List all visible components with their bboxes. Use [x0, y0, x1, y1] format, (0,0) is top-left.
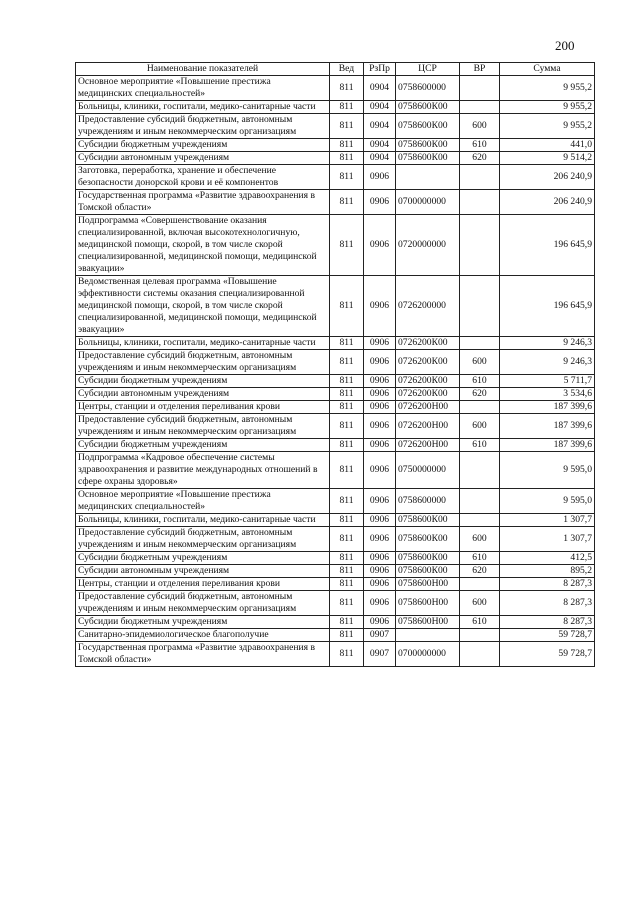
indicator-name: Субсидии бюджетным учреждениям — [76, 439, 330, 452]
vr-code — [460, 190, 500, 215]
vr-code — [460, 276, 500, 337]
amount: 441,0 — [500, 139, 595, 152]
amount: 9 955,2 — [500, 76, 595, 101]
header-csr: ЦСР — [396, 63, 460, 76]
csr-code: 0758600000 — [396, 76, 460, 101]
vr-code: 620 — [460, 152, 500, 165]
csr-code: 0720000000 — [396, 215, 460, 276]
ved-code: 811 — [330, 552, 364, 565]
vr-code: 600 — [460, 414, 500, 439]
csr-code: 0726200Н00 — [396, 401, 460, 414]
rzpr-code: 0907 — [364, 642, 396, 667]
table-row — [76, 401, 595, 414]
header-rzpr: РзПр — [364, 63, 396, 76]
indicator-name: Подпрограмма «Совершенствование оказания специализированной, включая высокотехнологичную, медицинской помощи, скорой, в том числе скорой специализированной, медицинской помощи, медицинской эвакуации» — [76, 215, 330, 276]
rzpr-code: 0906 — [364, 489, 396, 514]
table-row — [76, 578, 595, 591]
ved-code: 811 — [330, 165, 364, 190]
rzpr-code: 0904 — [364, 114, 396, 139]
vr-code — [460, 215, 500, 276]
table-row — [76, 139, 595, 152]
indicator-name: Основное мероприятие «Повышение престижа медицинских специальностей» — [76, 489, 330, 514]
vr-code: 610 — [460, 439, 500, 452]
ved-code: 811 — [330, 152, 364, 165]
indicator-name: Субсидии бюджетным учреждениям — [76, 139, 330, 152]
table-row — [76, 489, 595, 514]
rzpr-code: 0904 — [364, 152, 396, 165]
rzpr-code: 0906 — [364, 276, 396, 337]
vr-code — [460, 401, 500, 414]
table-row — [76, 414, 595, 439]
amount: 196 645,9 — [500, 276, 595, 337]
amount: 59 728,7 — [500, 629, 595, 642]
amount: 187 399,6 — [500, 414, 595, 439]
ved-code: 811 — [330, 388, 364, 401]
table-row — [76, 514, 595, 527]
rzpr-code: 0906 — [364, 565, 396, 578]
amount: 5 711,7 — [500, 375, 595, 388]
rzpr-code: 0906 — [364, 414, 396, 439]
rzpr-code: 0906 — [364, 350, 396, 375]
rzpr-code: 0906 — [364, 578, 396, 591]
ved-code: 811 — [330, 439, 364, 452]
ved-code: 811 — [330, 139, 364, 152]
indicator-name: Субсидии автономным учреждениям — [76, 152, 330, 165]
rzpr-code: 0906 — [364, 452, 396, 489]
indicator-name: Предоставление субсидий бюджетным, автономным учреждениям и иным некоммерческим организациям — [76, 414, 330, 439]
table-header-row — [76, 63, 595, 76]
amount: 9 595,0 — [500, 489, 595, 514]
vr-code: 610 — [460, 552, 500, 565]
table-row — [76, 616, 595, 629]
vr-code: 610 — [460, 616, 500, 629]
table-row — [76, 375, 595, 388]
ved-code: 811 — [330, 375, 364, 388]
vr-code: 600 — [460, 114, 500, 139]
csr-code: 0726200К00 — [396, 375, 460, 388]
csr-code: 0758600К00 — [396, 527, 460, 552]
csr-code: 0726200К00 — [396, 350, 460, 375]
indicator-name: Субсидии бюджетным учреждениям — [76, 552, 330, 565]
rzpr-code: 0904 — [364, 101, 396, 114]
csr-code: 0700000000 — [396, 642, 460, 667]
amount: 3 534,6 — [500, 388, 595, 401]
rzpr-code: 0907 — [364, 629, 396, 642]
table-row — [76, 439, 595, 452]
ved-code: 811 — [330, 642, 364, 667]
indicator-name: Центры, станции и отделения переливания крови — [76, 578, 330, 591]
rzpr-code: 0906 — [364, 375, 396, 388]
csr-code: 0726200Н00 — [396, 439, 460, 452]
table-row — [76, 114, 595, 139]
indicator-name: Субсидии бюджетным учреждениям — [76, 375, 330, 388]
csr-code: 0758600К00 — [396, 565, 460, 578]
ved-code: 811 — [330, 578, 364, 591]
indicator-name: Заготовка, переработка, хранение и обеспечение безопасности донорской крови и её компонентов — [76, 165, 330, 190]
indicator-name: Больницы, клиники, госпитали, медико-санитарные части — [76, 514, 330, 527]
table-body — [76, 76, 595, 667]
indicator-name: Субсидии автономным учреждениям — [76, 565, 330, 578]
rzpr-code: 0906 — [364, 552, 396, 565]
csr-code: 0758600000 — [396, 489, 460, 514]
vr-code: 600 — [460, 350, 500, 375]
csr-code: 0758600К00 — [396, 514, 460, 527]
csr-code: 0758600К00 — [396, 152, 460, 165]
header-sum: Сумма — [500, 63, 595, 76]
table-row — [76, 276, 595, 337]
table-row — [76, 388, 595, 401]
table-row — [76, 629, 595, 642]
rzpr-code: 0906 — [364, 401, 396, 414]
page-number: 200 — [555, 38, 575, 53]
vr-code — [460, 629, 500, 642]
amount: 1 307,7 — [500, 514, 595, 527]
vr-code — [460, 76, 500, 101]
indicator-name: Предоставление субсидий бюджетным, автономным учреждениям и иным некоммерческим организациям — [76, 350, 330, 375]
csr-code: 0758600К00 — [396, 552, 460, 565]
amount: 8 287,3 — [500, 578, 595, 591]
indicator-name: Подпрограмма «Кадровое обеспечение системы здравоохранения и развитие международных отношений в сфере охраны здоровья» — [76, 452, 330, 489]
vr-code: 620 — [460, 565, 500, 578]
rzpr-code: 0904 — [364, 139, 396, 152]
table-row — [76, 215, 595, 276]
csr-code: 0700000000 — [396, 190, 460, 215]
ved-code: 811 — [330, 489, 364, 514]
table-row — [76, 101, 595, 114]
amount: 59 728,7 — [500, 642, 595, 667]
ved-code: 811 — [330, 337, 364, 350]
csr-code: 0758600Н00 — [396, 591, 460, 616]
header-ved: Вед — [330, 63, 364, 76]
amount: 9 514,2 — [500, 152, 595, 165]
rzpr-code: 0906 — [364, 165, 396, 190]
csr-code: 0726200К00 — [396, 388, 460, 401]
table-row — [76, 527, 595, 552]
rzpr-code: 0904 — [364, 76, 396, 101]
indicator-name: Предоставление субсидий бюджетным, автономным учреждениям и иным некоммерческим организациям — [76, 527, 330, 552]
ved-code: 811 — [330, 190, 364, 215]
ved-code: 811 — [330, 401, 364, 414]
rzpr-code: 0906 — [364, 190, 396, 215]
vr-code — [460, 514, 500, 527]
vr-code — [460, 642, 500, 667]
csr-code: 0726200К00 — [396, 337, 460, 350]
table-row — [76, 452, 595, 489]
ved-code: 811 — [330, 101, 364, 114]
vr-code — [460, 578, 500, 591]
rzpr-code: 0906 — [364, 616, 396, 629]
ved-code: 811 — [330, 215, 364, 276]
table-row — [76, 152, 595, 165]
ved-code: 811 — [330, 514, 364, 527]
ved-code: 811 — [330, 414, 364, 439]
csr-code: 0750000000 — [396, 452, 460, 489]
table-row — [76, 591, 595, 616]
amount: 8 287,3 — [500, 616, 595, 629]
csr-code: 0758600К00 — [396, 139, 460, 152]
amount: 9 246,3 — [500, 350, 595, 375]
vr-code: 610 — [460, 139, 500, 152]
indicator-name: Основное мероприятие «Повышение престижа медицинских специальностей» — [76, 76, 330, 101]
vr-code: 610 — [460, 375, 500, 388]
rzpr-code: 0906 — [364, 514, 396, 527]
indicator-name: Государственная программа «Развитие здравоохранения в Томской области» — [76, 642, 330, 667]
csr-code: 0758600К00 — [396, 101, 460, 114]
header-name: Наименование показателей — [76, 63, 330, 76]
header-vr: ВР — [460, 63, 500, 76]
rzpr-code: 0906 — [364, 591, 396, 616]
table-row — [76, 165, 595, 190]
csr-code: 0726200000 — [396, 276, 460, 337]
csr-code: 0726200Н00 — [396, 414, 460, 439]
amount: 412,5 — [500, 552, 595, 565]
indicator-name: Ведомственная целевая программа «Повышение эффективности системы оказания специализированной медицинской помощи, скорой, в том числе скорой специализированной, медицинской помощи, медицинской эвакуации» — [76, 276, 330, 337]
amount: 895,2 — [500, 565, 595, 578]
csr-code: 0758600Н00 — [396, 616, 460, 629]
amount: 206 240,9 — [500, 190, 595, 215]
vr-code — [460, 165, 500, 190]
ved-code: 811 — [330, 629, 364, 642]
ved-code: 811 — [330, 76, 364, 101]
vr-code — [460, 452, 500, 489]
rzpr-code: 0906 — [364, 439, 396, 452]
ved-code: 811 — [330, 276, 364, 337]
indicator-name: Санитарно-эпидемиологическое благополучие — [76, 629, 330, 642]
table-row — [76, 76, 595, 101]
table-row — [76, 565, 595, 578]
ved-code: 811 — [330, 350, 364, 375]
amount: 206 240,9 — [500, 165, 595, 190]
amount: 1 307,7 — [500, 527, 595, 552]
amount: 9 955,2 — [500, 101, 595, 114]
ved-code: 811 — [330, 565, 364, 578]
vr-code: 600 — [460, 591, 500, 616]
csr-code — [396, 165, 460, 190]
amount: 9 595,0 — [500, 452, 595, 489]
indicator-name: Субсидии автономным учреждениям — [76, 388, 330, 401]
ved-code: 811 — [330, 527, 364, 552]
rzpr-code: 0906 — [364, 527, 396, 552]
ved-code: 811 — [330, 452, 364, 489]
indicator-name: Государственная программа «Развитие здравоохранения в Томской области» — [76, 190, 330, 215]
amount: 196 645,9 — [500, 215, 595, 276]
table-row — [76, 337, 595, 350]
csr-code: 0758600К00 — [396, 114, 460, 139]
table-row — [76, 190, 595, 215]
vr-code — [460, 489, 500, 514]
table-row — [76, 552, 595, 565]
amount: 8 287,3 — [500, 591, 595, 616]
amount: 187 399,6 — [500, 439, 595, 452]
table-row — [76, 350, 595, 375]
rzpr-code: 0906 — [364, 215, 396, 276]
vr-code: 620 — [460, 388, 500, 401]
ved-code: 811 — [330, 591, 364, 616]
ved-code: 811 — [330, 114, 364, 139]
budget-table — [75, 62, 595, 667]
amount: 9 955,2 — [500, 114, 595, 139]
table-row — [76, 642, 595, 667]
vr-code — [460, 337, 500, 350]
rzpr-code: 0906 — [364, 388, 396, 401]
indicator-name: Предоставление субсидий бюджетным, автономным учреждениям и иным некоммерческим организациям — [76, 591, 330, 616]
rzpr-code: 0906 — [364, 337, 396, 350]
indicator-name: Субсидии бюджетным учреждениям — [76, 616, 330, 629]
vr-code: 600 — [460, 527, 500, 552]
amount: 9 246,3 — [500, 337, 595, 350]
amount: 187 399,6 — [500, 401, 595, 414]
indicator-name: Больницы, клиники, госпитали, медико-санитарные части — [76, 337, 330, 350]
indicator-name: Больницы, клиники, госпитали, медико-санитарные части — [76, 101, 330, 114]
vr-code — [460, 101, 500, 114]
indicator-name: Предоставление субсидий бюджетным, автономным учреждениям и иным некоммерческим организациям — [76, 114, 330, 139]
csr-code — [396, 629, 460, 642]
ved-code: 811 — [330, 616, 364, 629]
csr-code: 0758600Н00 — [396, 578, 460, 591]
indicator-name: Центры, станции и отделения переливания крови — [76, 401, 330, 414]
